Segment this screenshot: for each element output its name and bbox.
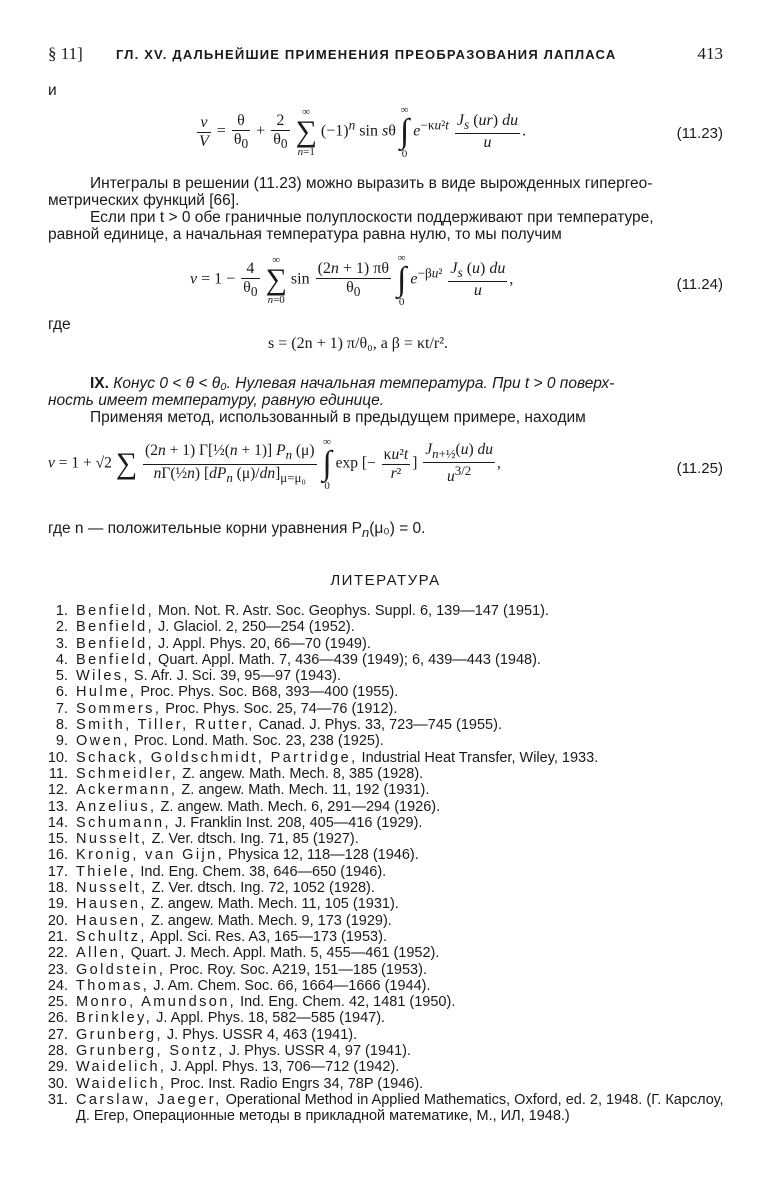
reference-item [40,701,730,717]
reference-number: 17. [47,863,68,880]
reference-text: Ind. Eng. Chem. 42, 1481 (1950). [236,994,456,1011]
reference-text: J. Glaciol. 2, 250—254 (1952). [154,619,355,636]
reference-item [40,1059,730,1075]
reference-author: Sommers, [76,700,162,717]
reference-author: Schultz, [76,928,147,945]
reference-number: 3. [55,635,68,652]
reference-author: Wiles, [76,668,130,685]
paragraph-1-line-1: Интегралы в решении (11.23) можно выразить в виде вырожденных гипергео- [90,175,653,192]
reference-item [40,717,730,733]
reference-text: Mon. Not. R. Astr. Soc. Geophys. Suppl. 6, 139—147 (1951). [154,603,549,619]
equation-number-11-24: (11.24) [676,276,723,293]
reference-item [40,815,730,831]
reference-author: Kronig, van Gijn, [76,847,224,864]
reference-number: 8. [55,717,68,734]
where-label-2: где n — положительные корни уравнения $P_n(\mu_0) = 0$. [48,520,426,541]
reference-number: 22. [47,945,68,962]
equation-11-24: v = 1 − $\frac{4}{\theta_0}$ ∞ ∑ n=0 sin $\frac{(2n + 1) \pi\theta}{\theta_0}$ ∞ ∫ 0 $e^{-\beta u^2}$ $\frac{J_s (u) du}{u}$ , [190,252,514,308]
reference-text: J. Appl. Phys. 13, 706—712 (1942). [166,1059,400,1076]
reference-author: Nusselt, [76,880,148,897]
reference-author: Benfield, [76,619,155,636]
paragraph-1-line-2: метрических функций [66]. [48,192,240,209]
reference-item [40,978,730,994]
reference-text: Ind. Eng. Chem. 38, 646—650 (1946). [136,863,387,880]
reference-number: 10. [47,749,68,766]
section-marker: § 11] [48,44,83,63]
reference-item [40,1076,730,1092]
reference-number: 31. [47,1091,68,1108]
reference-item [40,636,730,652]
reference-text: Z. angew. Math. Mech. 6, 291—294 (1926). [156,798,441,815]
reference-text: J. Am. Chem. Soc. 66, 1664—1666 (1944). [149,977,431,994]
reference-text: Proc. Phys. Soc. 25, 74—76 (1912). [161,700,398,717]
reference-author: Thomas, [76,977,150,994]
reference-author: Schumann, [76,814,171,831]
reference-item [40,799,730,815]
reference-text: Operational Method in Applied Mathematics, Oxford, ed. 2, 1948. (Г. Карслоу, Д. Егер, Операционные методы в прикладной математике, М., ИЛ, 1948.) [76,1091,724,1125]
reference-text: Z. Ver. dtsch. Ing. 72, 1052 (1928). [147,880,375,897]
reference-item [40,1043,730,1059]
reference-number: 12. [47,782,68,799]
reference-text: Z. angew. Math. Mech. 11, 192 (1931). [177,782,430,799]
reference-author: Thiele, [76,863,137,880]
reference-number: 16. [47,847,68,864]
running-header [48,44,723,72]
reference-text: S. Afr. J. Sci. 39, 95—97 (1943). [129,668,342,685]
reference-number: 21. [47,928,68,945]
reference-number: 7. [55,700,68,717]
reference-text: J. Franklin Inst. 208, 405—416 (1929). [170,814,423,831]
reference-author: Grunberg, [76,1026,163,1043]
reference-text: Z. Ver. dtsch. Ing. 71, 85 (1927). [147,831,359,848]
page-number: 413 [697,44,723,63]
reference-text: Z. angew. Math. Mech. 11, 105 (1931). [146,896,399,913]
reference-author: Schmeidler, [76,765,179,782]
reference-text: J. Phys. USSR 4, 97 (1941). [224,1043,411,1060]
reference-author: Carslaw, Jaeger, [76,1091,222,1108]
reference-author: Schack, Goldschmidt, Partridge, [76,749,358,766]
case-ix-label: IX. [90,375,109,392]
reference-number: 20. [47,912,68,929]
reference-item [40,750,730,766]
reference-text: Proc. Lond. Math. Soc. 23, 238 (1925). [129,733,384,750]
reference-text: Proc. Roy. Soc. A219, 151—185 (1953). [165,961,427,978]
conjunction-and: и [48,82,57,99]
reference-number: 2. [55,619,68,636]
reference-author: Owen, [76,733,130,750]
reference-number: 15. [47,831,68,848]
case-ix-line-2: ность имеет температуру, равную единице. [48,392,385,409]
reference-item [40,929,730,945]
reference-text: Canad. J. Phys. 33, 723—745 (1955). [254,717,502,734]
reference-number: 13. [47,798,68,815]
reference-number: 14. [47,814,68,831]
reference-item [40,864,730,880]
reference-author: Waidelich, [76,1075,167,1092]
reference-item [40,619,730,635]
reference-number: 24. [47,977,68,994]
reference-text: Quart. Appl. Math. 7, 436—439 (1949); 6, 439—443 (1948). [154,651,541,668]
reference-item [40,652,730,668]
reference-item [40,962,730,978]
reference-number: 23. [47,961,68,978]
equation-11-25: v = 1 + √2 ∑ $\frac{(2n + 1) \Gamma[\frac{1}{2}(n + 1)] P_n (\mu)}{n\Gamma(\frac{1}{2}n) [dP_n (\mu)/dn]_{\mu=\mu_0}}$ ∞ ∫ 0 exp [− $\frac{\text{κu²t}}{\text{r²}}$ ] $\frac{J_{n+\frac{1}{2}}(u) du}{u^{3/2}}$ , [48,436,501,492]
reference-item [40,1027,730,1043]
reference-item [40,945,730,961]
reference-author: Hausen, [76,896,147,913]
reference-text: Industrial Heat Transfer, Wiley, 1933. [357,749,599,766]
reference-author: Benfield, [76,635,155,652]
where-label-1: где [48,316,71,333]
equation-number-11-25: (11.25) [676,460,723,477]
reference-author: Brinkley, [76,1010,153,1027]
chapter-title: ГЛ. XV. ДАЛЬНЕЙШИЕ ПРИМЕНЕНИЯ ПРЕОБРАЗОВАНИЯ ЛАПЛАСА [116,47,617,62]
paragraph-3: Применяя метод, использованный в предыдущем примере, находим [90,409,586,426]
reference-item [40,1092,730,1125]
reference-item [40,913,730,929]
case-ix-line-1 [90,375,614,392]
reference-author: Ackermann, [76,782,178,799]
reference-text: J. Appl. Phys. 20, 66—70 (1949). [154,635,371,652]
reference-number: 9. [55,733,68,750]
reference-text: Proc. Phys. Soc. B68, 393—400 (1955). [136,684,399,701]
equation-s-beta: s = (2n + 1) π/θ₀, а β = κt/r². [268,335,449,352]
reference-author: Anzelius, [76,798,157,815]
reference-author: Goldstein, [76,961,166,978]
reference-list [40,603,730,1125]
reference-number: 27. [47,1026,68,1043]
reference-author: Benfield, [76,651,155,668]
reference-author: Hulme, [76,684,137,701]
case-ix-statement: Конус 0 < θ < θ₀. Нулевая начальная температура. При t > 0 поверх- [113,375,615,392]
reference-number: 30. [47,1075,68,1092]
reference-item [40,847,730,863]
paragraph-2-line-2: равной единице, а начальная температура равна нулю, то мы получим [48,226,562,243]
reference-item [40,831,730,847]
paragraph-2-line-1: Если при t > 0 обе граничные полуплоскости поддерживают при температуре, [90,209,654,226]
reference-number: 1. [55,603,68,619]
reference-item [40,782,730,798]
reference-text: J. Appl. Phys. 18, 582—585 (1947). [152,1010,386,1027]
reference-number: 4. [55,651,68,668]
reference-item [40,766,730,782]
reference-author: Nusselt, [76,831,148,848]
reference-text: Proc. Inst. Radio Engrs 34, 78P (1946). [166,1075,424,1092]
reference-item [40,896,730,912]
reference-number: 5. [55,668,68,685]
reference-text: Quart. J. Mech. Appl. Math. 5, 455—461 (1952). [126,945,440,962]
reference-author: Waidelich, [76,1059,167,1076]
reference-number: 25. [47,994,68,1011]
reference-author: Grunberg, Sontz, [76,1043,225,1060]
literature-heading: ЛИТЕРАТУРА [330,572,441,589]
reference-number: 11. [48,765,68,782]
reference-number: 28. [47,1043,68,1060]
reference-author: Benfield, [76,603,155,619]
reference-author: Hausen, [76,912,147,929]
reference-number: 6. [55,684,68,701]
reference-item [40,603,730,619]
equation-number-11-23: (11.23) [676,125,723,142]
equation-11-23: $\frac{v}{V}$ = $\frac{\theta}{\theta_0}$ + $\frac{2}{\theta_0}$ ∞ ∑ n=1 $(-1)^n$ sin sθ ∞ ∫ 0 $e^{-\kappa u^2t}$ $\frac{J_s (ur) du}{u}$ . [199,104,527,160]
reference-number: 29. [47,1059,68,1076]
reference-number: 18. [47,880,68,897]
reference-text: Appl. Sci. Res. A3, 165—173 (1953). [146,928,387,945]
reference-item [40,1010,730,1026]
reference-item [40,733,730,749]
reference-author: Smith, Tiller, Rutter, [76,717,255,734]
reference-item [40,684,730,700]
reference-text: Physica 12, 118—128 (1946). [224,847,419,864]
reference-text: Z. angew. Math. Mech. 8, 385 (1928). [178,765,424,782]
reference-number: 26. [47,1010,68,1027]
reference-author: Allen, [76,945,127,962]
reference-text: Z. angew. Math. Mech. 9, 173 (1929). [146,912,392,929]
reference-item [40,668,730,684]
reference-text: J. Phys. USSR 4, 463 (1941). [162,1026,358,1043]
reference-item [40,994,730,1010]
reference-author: Monro, Amundson, [76,994,237,1011]
reference-number: 19. [47,896,68,913]
reference-item [40,880,730,896]
